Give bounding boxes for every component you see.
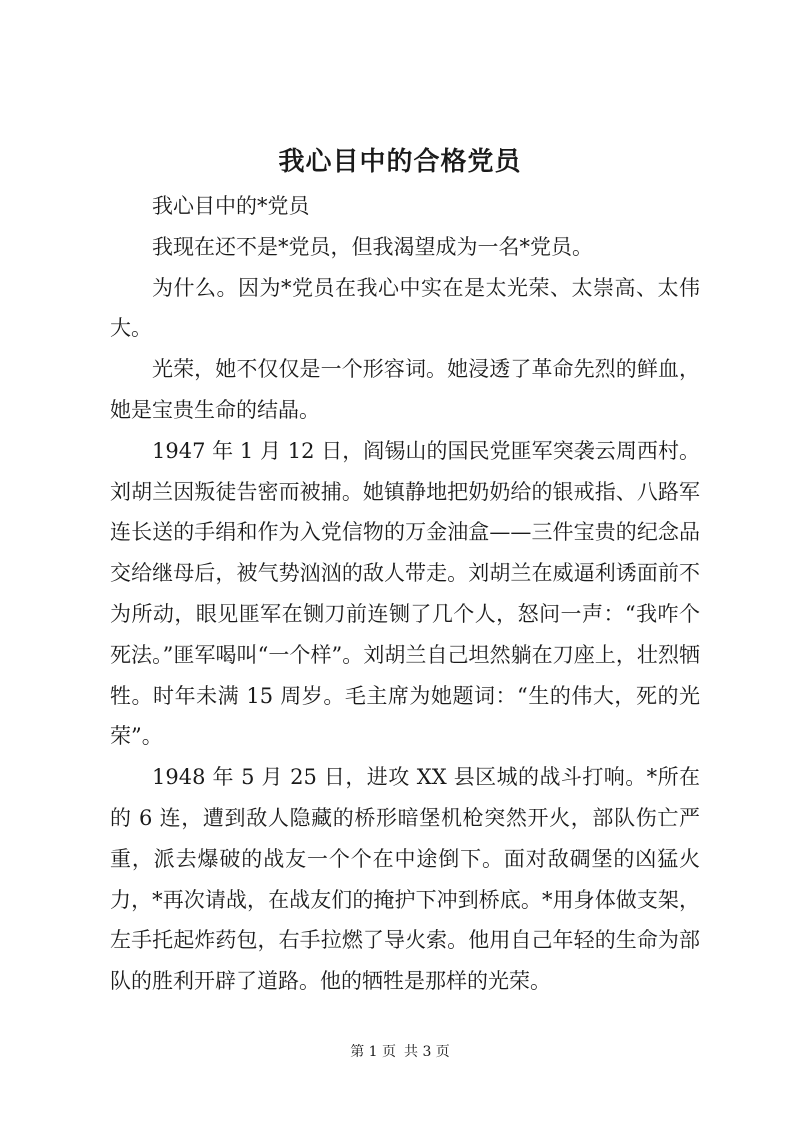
page-total: 共 3 页 [404, 1044, 450, 1060]
paragraph-reason: 为什么。因为*党员在我心中实在是太光荣、太崇高、太伟大。 [110, 275, 700, 341]
paragraph-heading: 我心目中的*党员 [152, 194, 310, 218]
page-number: 第 1 页 [350, 1044, 396, 1060]
paragraph-liu-hulan: 1947 年 1 月 12 日，阎锡山的国民党匪军突袭云周西村。刘胡兰因叛徒告密而被捕。她镇静地把奶奶给的银戒指、八路军连长送的手绢和作为入党信物的万金油盒——三件宝贵的纪念品交给继母后，被气势汹汹的敌人带走。刘胡兰在威逼利诱面前不为所动，眼见匪军在铡刀前连铡了几个人，怒问一声：“我咋个死法。”匪军喝叫“一个样”。刘胡兰自己坦然躺在刀座上，壮烈牺牲。时年未满 15 周岁。毛主席为她题词：“生的伟大，死的光荣”。 [110, 438, 700, 749]
document-body [110, 186, 700, 1002]
page-footer [0, 1042, 800, 1062]
paragraph-intro: 我现在还不是*党员，但我渴望成为一名*党员。 [152, 234, 593, 259]
paragraph-glory: 光荣，她不仅仅是一个形容词。她浸透了革命先烈的鲜血，她是宝贵生命的结晶。 [110, 357, 700, 422]
document-title: 我心目中的合格党员 [278, 147, 522, 177]
paragraph-1948-battle: 1948 年 5 月 25 日，进攻 XX 县区城的战斗打响。*所在的 6 连，遭到敌人隐藏的桥形暗堡机枪突然开火，部队伤亡严重，派去爆破的战友一个个在中途倒下。面对敌碉堡的凶猛火力，*再次请战，在战友们的掩护下冲到桥底。*用身体做支架，左手托起炸药包，右手拉燃了导火索。他用自己年轻的生命为部队的胜利开辟了道路。他的牺牲是那样的光荣。 [110, 765, 700, 994]
